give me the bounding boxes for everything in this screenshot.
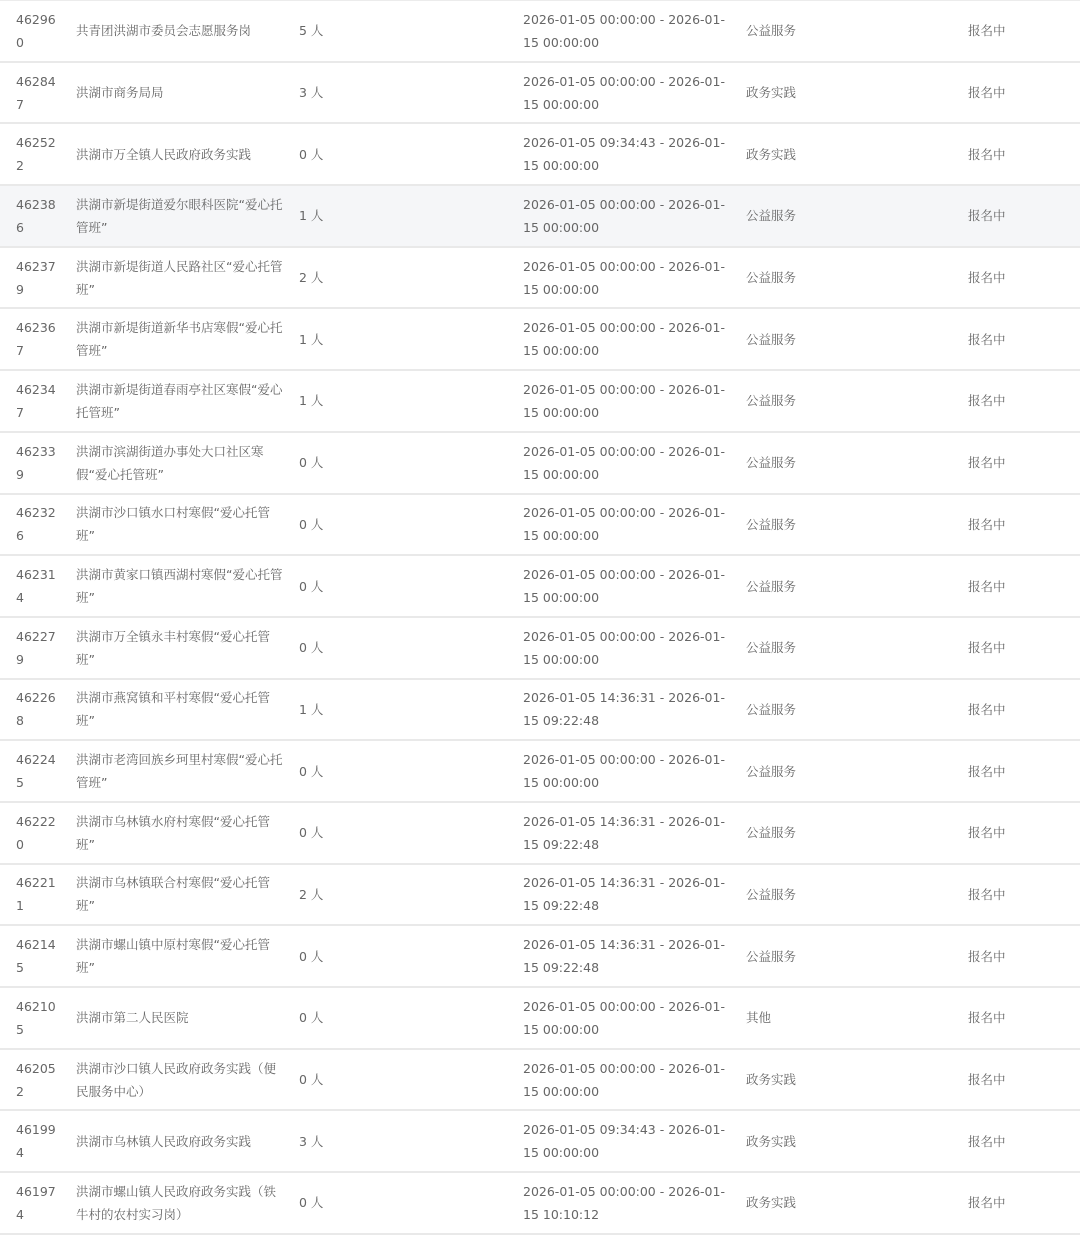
row-status: 报名中: [968, 516, 1006, 532]
row-name-cell[interactable]: [76, 1, 284, 61]
row-count: 0 人: [299, 825, 324, 841]
row-time-cell: [523, 803, 728, 863]
row-name-cell[interactable]: [76, 556, 284, 616]
row-name-cell[interactable]: [76, 63, 284, 123]
row-name-cell[interactable]: [76, 988, 284, 1048]
row-status-cell: [968, 741, 1048, 801]
row-status-cell: [968, 680, 1048, 740]
row-name[interactable]: 共青团洪湖市委员会志愿服务岗: [76, 23, 252, 39]
row-count: 2 人: [299, 270, 324, 286]
row-name-cell[interactable]: [76, 495, 284, 555]
table-row[interactable]: [0, 926, 1080, 988]
row-type-cell: [746, 1050, 866, 1110]
row-type-cell: [746, 741, 866, 801]
row-count-cell: [299, 1050, 359, 1110]
row-name-cell[interactable]: [76, 680, 284, 740]
row-name-cell[interactable]: [76, 124, 284, 184]
row-count: 3 人: [299, 1133, 324, 1149]
row-type-cell: [746, 1111, 866, 1171]
row-count-cell: [299, 1111, 359, 1171]
row-status: 报名中: [968, 331, 1006, 347]
row-type-cell: [746, 186, 866, 246]
table-row[interactable]: [0, 618, 1080, 680]
row-count-cell: [299, 124, 359, 184]
table-row-hovered[interactable]: [0, 186, 1080, 248]
table-row[interactable]: [0, 1111, 1080, 1173]
row-time-cell: [523, 124, 728, 184]
row-count-cell: [299, 1173, 359, 1233]
row-count: 0 人: [299, 455, 324, 471]
row-time: 2026-01-05 09:34:43 - 2026-01-15 00:00:00: [523, 135, 725, 174]
row-type: 公益服务: [746, 208, 797, 224]
row-count: 3 人: [299, 85, 324, 101]
row-id: 462245: [16, 752, 56, 791]
row-name[interactable]: 洪湖市老湾回族乡珂里村寒假“爱心托管班”: [76, 752, 283, 791]
row-id-cell: [16, 124, 60, 184]
table-row[interactable]: [0, 309, 1080, 371]
row-name-cell[interactable]: [76, 926, 284, 986]
row-type: 公益服务: [746, 270, 797, 286]
row-time: 2026-01-05 00:00:00 - 2026-01-15 00:00:00: [523, 443, 725, 482]
row-name[interactable]: 洪湖市黄家口镇西湖村寒假“爱心托管班”: [76, 567, 283, 606]
row-status-cell: [968, 1, 1048, 61]
table-row[interactable]: [0, 680, 1080, 742]
row-count-cell: [299, 741, 359, 801]
row-name[interactable]: 洪湖市万全镇人民政府政务实践: [76, 146, 252, 162]
row-name[interactable]: 洪湖市乌林镇水府村寒假“爱心托管班”: [76, 813, 270, 852]
row-status: 报名中: [968, 393, 1006, 409]
row-count: 0 人: [299, 640, 324, 656]
row-type-cell: [746, 1173, 866, 1233]
table-row[interactable]: [0, 433, 1080, 495]
row-status: 报名中: [968, 701, 1006, 717]
row-status-cell: [968, 371, 1048, 431]
row-status-cell: [968, 865, 1048, 925]
row-count: 0 人: [299, 146, 324, 162]
row-name[interactable]: 洪湖市滨湖街道办事处大口社区寒假“爱心托管班”: [76, 443, 264, 482]
row-id-cell: [16, 803, 60, 863]
row-status-cell: [968, 1111, 1048, 1171]
row-time: 2026-01-05 00:00:00 - 2026-01-15 00:00:00: [523, 196, 725, 235]
row-status-cell: [968, 556, 1048, 616]
row-time-cell: [523, 248, 728, 308]
row-name-cell[interactable]: [76, 248, 284, 308]
row-time: 2026-01-05 14:36:31 - 2026-01-15 09:22:48: [523, 690, 725, 729]
row-count: 1 人: [299, 393, 324, 409]
row-count: 1 人: [299, 701, 324, 717]
row-status: 报名中: [968, 948, 1006, 964]
row-time: 2026-01-05 14:36:31 - 2026-01-15 09:22:48: [523, 813, 725, 852]
row-time: 2026-01-05 00:00:00 - 2026-01-15 00:00:00: [523, 567, 725, 606]
row-status-cell: [968, 1050, 1048, 1110]
row-id-cell: [16, 988, 60, 1048]
row-time: 2026-01-05 00:00:00 - 2026-01-15 00:00:00: [523, 11, 725, 50]
table-row[interactable]: [0, 556, 1080, 618]
row-type-cell: [746, 556, 866, 616]
row-time: 2026-01-05 14:36:31 - 2026-01-15 09:22:48: [523, 875, 725, 914]
row-status-cell: [968, 495, 1048, 555]
row-id: 462211: [16, 875, 56, 914]
row-id: 462220: [16, 813, 56, 852]
row-time: 2026-01-05 00:00:00 - 2026-01-15 00:00:00: [523, 752, 725, 791]
row-count: 0 人: [299, 1195, 324, 1211]
row-count-cell: [299, 248, 359, 308]
row-name[interactable]: 洪湖市乌林镇联合村寒假“爱心托管班”: [76, 875, 270, 914]
row-name-cell[interactable]: [76, 1050, 284, 1110]
row-type-cell: [746, 618, 866, 678]
row-status: 报名中: [968, 825, 1006, 841]
row-id-cell: [16, 1173, 60, 1233]
table-row[interactable]: [0, 63, 1080, 125]
row-count: 0 人: [299, 763, 324, 779]
row-count-cell: [299, 680, 359, 740]
row-id-cell: [16, 63, 60, 123]
row-status-cell: [968, 1173, 1048, 1233]
row-name-cell[interactable]: [76, 186, 284, 246]
table-row[interactable]: [0, 248, 1080, 310]
row-name[interactable]: 洪湖市螺山镇人民政府政务实践（铁牛村的农村实习岗）: [76, 1183, 277, 1222]
row-type: 公益服务: [746, 701, 797, 717]
row-type-cell: [746, 124, 866, 184]
row-id-cell: [16, 926, 60, 986]
table-row[interactable]: [0, 1, 1080, 63]
row-type: 公益服务: [746, 763, 797, 779]
row-count: 0 人: [299, 516, 324, 532]
row-count: 0 人: [299, 948, 324, 964]
row-time-cell: [523, 926, 728, 986]
row-id-cell: [16, 371, 60, 431]
row-name-cell[interactable]: [76, 865, 284, 925]
row-status: 报名中: [968, 1072, 1006, 1088]
row-id: 461994: [16, 1122, 56, 1161]
row-name-cell[interactable]: [76, 371, 284, 431]
row-status: 报名中: [968, 1195, 1006, 1211]
row-status: 报名中: [968, 23, 1006, 39]
row-id: 462326: [16, 505, 56, 544]
row-time-cell: [523, 618, 728, 678]
row-count-cell: [299, 556, 359, 616]
table-row[interactable]: [0, 1050, 1080, 1112]
row-id: 462847: [16, 73, 56, 112]
row-name[interactable]: 洪湖市新堤街道爱尔眼科医院“爱心托管班”: [76, 196, 283, 235]
table-row[interactable]: [0, 1173, 1080, 1235]
row-status: 报名中: [968, 455, 1006, 471]
row-type-cell: [746, 988, 866, 1048]
row-time: 2026-01-05 00:00:00 - 2026-01-15 00:00:00: [523, 628, 725, 667]
row-status-cell: [968, 309, 1048, 369]
row-type-cell: [746, 371, 866, 431]
row-status-cell: [968, 186, 1048, 246]
row-id-cell: [16, 618, 60, 678]
row-time: 2026-01-05 00:00:00 - 2026-01-15 00:00:00: [523, 381, 725, 420]
row-name-cell[interactable]: [76, 433, 284, 493]
row-time-cell: [523, 680, 728, 740]
table-row[interactable]: [0, 495, 1080, 557]
row-time-cell: [523, 309, 728, 369]
row-name[interactable]: 洪湖市第二人民医院: [76, 1010, 189, 1026]
row-name[interactable]: 洪湖市沙口镇人民政府政务实践（便民服务中心）: [76, 1060, 277, 1099]
row-type-cell: [746, 248, 866, 308]
row-type: 公益服务: [746, 578, 797, 594]
row-time-cell: [523, 988, 728, 1048]
row-count-cell: [299, 371, 359, 431]
row-name[interactable]: 洪湖市螺山镇中原村寒假“爱心托管班”: [76, 937, 270, 976]
row-name-cell[interactable]: [76, 618, 284, 678]
row-status-cell: [968, 988, 1048, 1048]
row-type: 公益服务: [746, 23, 797, 39]
row-count: 1 人: [299, 208, 324, 224]
row-count-cell: [299, 433, 359, 493]
row-count-cell: [299, 803, 359, 863]
row-name[interactable]: 洪湖市沙口镇水口村寒假“爱心托管班”: [76, 505, 270, 544]
row-name[interactable]: 洪湖市燕窝镇和平村寒假“爱心托管班”: [76, 690, 270, 729]
row-type: 政务实践: [746, 85, 797, 101]
row-time: 2026-01-05 00:00:00 - 2026-01-15 00:00:00: [523, 1060, 725, 1099]
row-status-cell: [968, 433, 1048, 493]
row-id: 462279: [16, 628, 56, 667]
row-id: 462314: [16, 567, 56, 606]
row-status-cell: [968, 803, 1048, 863]
row-name-cell[interactable]: [76, 309, 284, 369]
row-status: 报名中: [968, 578, 1006, 594]
row-count-cell: [299, 988, 359, 1048]
row-count-cell: [299, 618, 359, 678]
row-id: 462386: [16, 196, 56, 235]
row-name[interactable]: 洪湖市万全镇永丰村寒假“爱心托管班”: [76, 628, 270, 667]
table-row[interactable]: [0, 741, 1080, 803]
row-id-cell: [16, 680, 60, 740]
row-time-cell: [523, 495, 728, 555]
row-type-cell: [746, 1, 866, 61]
row-name[interactable]: 洪湖市新堤街道春雨亭社区寒假“爱心托管班”: [76, 381, 283, 420]
row-id: 461974: [16, 1183, 56, 1222]
row-id: 462522: [16, 135, 56, 174]
table-row[interactable]: [0, 988, 1080, 1050]
row-type: 公益服务: [746, 516, 797, 532]
row-time-cell: [523, 556, 728, 616]
row-type-cell: [746, 495, 866, 555]
row-time-cell: [523, 371, 728, 431]
row-id: 462960: [16, 11, 56, 50]
row-time-cell: [523, 433, 728, 493]
table-row[interactable]: [0, 865, 1080, 927]
row-count-cell: [299, 865, 359, 925]
row-id-cell: [16, 741, 60, 801]
row-name[interactable]: 洪湖市乌林镇人民政府政务实践: [76, 1133, 252, 1149]
row-id-cell: [16, 433, 60, 493]
row-time: 2026-01-05 00:00:00 - 2026-01-15 00:00:00: [523, 998, 725, 1037]
row-type-cell: [746, 680, 866, 740]
row-status: 报名中: [968, 270, 1006, 286]
row-time: 2026-01-05 00:00:00 - 2026-01-15 10:10:12: [523, 1183, 725, 1222]
row-count-cell: [299, 309, 359, 369]
row-count-cell: [299, 63, 359, 123]
row-id-cell: [16, 186, 60, 246]
row-time-cell: [523, 741, 728, 801]
row-status-cell: [968, 124, 1048, 184]
row-type-cell: [746, 433, 866, 493]
row-status-cell: [968, 248, 1048, 308]
row-type: 公益服务: [746, 640, 797, 656]
row-time: 2026-01-05 14:36:31 - 2026-01-15 09:22:48: [523, 937, 725, 976]
row-count-cell: [299, 1, 359, 61]
row-count: 2 人: [299, 886, 324, 902]
row-time-cell: [523, 1173, 728, 1233]
row-count: 0 人: [299, 1072, 324, 1088]
row-id-cell: [16, 1111, 60, 1171]
row-status-cell: [968, 63, 1048, 123]
row-id: 462052: [16, 1060, 56, 1099]
table-row[interactable]: [0, 124, 1080, 186]
row-type: 政务实践: [746, 1195, 797, 1211]
row-status: 报名中: [968, 146, 1006, 162]
row-type: 政务实践: [746, 1133, 797, 1149]
row-name[interactable]: 洪湖市新堤街道人民路社区“爱心托管班”: [76, 258, 283, 297]
row-type: 政务实践: [746, 1072, 797, 1088]
row-name-cell[interactable]: [76, 741, 284, 801]
row-time: 2026-01-05 09:34:43 - 2026-01-15 00:00:00: [523, 1122, 725, 1161]
row-id: 462145: [16, 937, 56, 976]
row-status: 报名中: [968, 1133, 1006, 1149]
row-id: 462367: [16, 320, 56, 359]
row-id-cell: [16, 309, 60, 369]
row-id-cell: [16, 248, 60, 308]
row-id-cell: [16, 1050, 60, 1110]
row-type: 公益服务: [746, 948, 797, 964]
row-time-cell: [523, 1, 728, 61]
row-id-cell: [16, 495, 60, 555]
row-status: 报名中: [968, 640, 1006, 656]
row-count: 0 人: [299, 1010, 324, 1026]
row-time-cell: [523, 1111, 728, 1171]
row-time: 2026-01-05 00:00:00 - 2026-01-15 00:00:00: [523, 505, 725, 544]
row-status: 报名中: [968, 1010, 1006, 1026]
row-id: 462268: [16, 690, 56, 729]
row-type: 公益服务: [746, 455, 797, 471]
row-time-cell: [523, 186, 728, 246]
row-name-cell[interactable]: [76, 1111, 284, 1171]
row-type-cell: [746, 803, 866, 863]
row-type-cell: [746, 63, 866, 123]
row-id: 462105: [16, 998, 56, 1037]
row-type: 公益服务: [746, 393, 797, 409]
row-type-cell: [746, 309, 866, 369]
row-type: 公益服务: [746, 825, 797, 841]
row-name[interactable]: 洪湖市新堤街道新华书店寒假“爱心托管班”: [76, 320, 283, 359]
row-count: 1 人: [299, 331, 324, 347]
row-type: 其他: [746, 1010, 772, 1026]
table-row[interactable]: [0, 803, 1080, 865]
row-type-cell: [746, 926, 866, 986]
row-status-cell: [968, 926, 1048, 986]
row-time-cell: [523, 1050, 728, 1110]
row-status: 报名中: [968, 763, 1006, 779]
row-id-cell: [16, 1, 60, 61]
row-time: 2026-01-05 00:00:00 - 2026-01-15 00:00:00: [523, 73, 725, 112]
row-id: 462339: [16, 443, 56, 482]
row-status: 报名中: [968, 208, 1006, 224]
row-count-cell: [299, 495, 359, 555]
row-name-cell[interactable]: [76, 1173, 284, 1233]
table-row[interactable]: [0, 371, 1080, 433]
row-type: 政务实践: [746, 146, 797, 162]
row-type-cell: [746, 865, 866, 925]
row-type: 公益服务: [746, 886, 797, 902]
row-name[interactable]: 洪湖市商务局局: [76, 85, 164, 101]
row-count-cell: [299, 186, 359, 246]
row-name-cell[interactable]: [76, 803, 284, 863]
row-status-cell: [968, 618, 1048, 678]
row-count-cell: [299, 926, 359, 986]
row-type: 公益服务: [746, 331, 797, 347]
row-time: 2026-01-05 00:00:00 - 2026-01-15 00:00:00: [523, 320, 725, 359]
row-time-cell: [523, 865, 728, 925]
row-status: 报名中: [968, 85, 1006, 101]
row-id-cell: [16, 556, 60, 616]
row-status: 报名中: [968, 886, 1006, 902]
row-id-cell: [16, 865, 60, 925]
row-count: 5 人: [299, 23, 324, 39]
row-id: 462379: [16, 258, 56, 297]
row-time: 2026-01-05 00:00:00 - 2026-01-15 00:00:00: [523, 258, 725, 297]
row-id: 462347: [16, 381, 56, 420]
row-count: 0 人: [299, 578, 324, 594]
row-time-cell: [523, 63, 728, 123]
